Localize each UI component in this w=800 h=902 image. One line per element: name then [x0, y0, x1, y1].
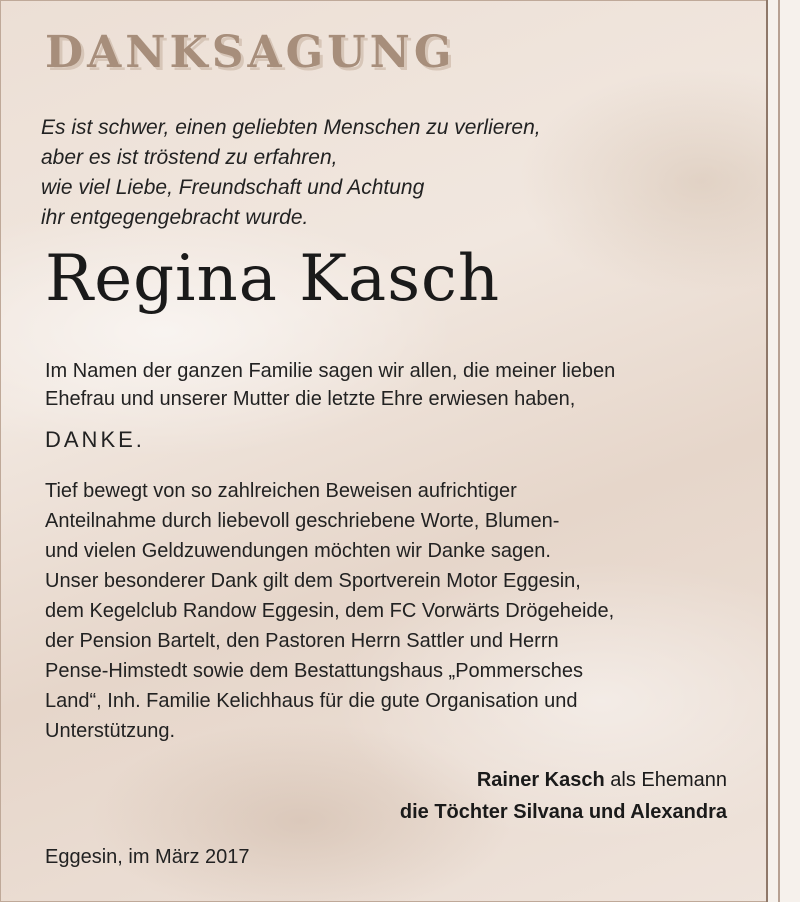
- page-edge-divider: [766, 0, 800, 902]
- signature-daughters: [400, 796, 727, 828]
- quote-block: [41, 113, 541, 233]
- husband-name: Rainer Kasch: [476, 769, 605, 791]
- body-line: der Pension Bartelt, den Pastoren Herrn Sattler und Herrn: [45, 630, 559, 652]
- danke-text: DANKE.: [45, 427, 145, 452]
- signature-block: [400, 764, 727, 828]
- body-line: Unser besonderer Dank gilt dem Sportverein Motor Eggesin,: [45, 570, 581, 592]
- body-line: Tief bewegt von so zahlreichen Beweisen aufrichtiger: [45, 480, 517, 502]
- body-line: Land“, Inh. Familie Kelichhaus für die gute Organisation und: [45, 690, 578, 712]
- quote-line: aber es ist tröstend zu erfahren,: [41, 146, 338, 169]
- quote-line: ihr entgegengebracht wurde.: [41, 206, 309, 229]
- intro-text: [45, 357, 615, 413]
- husband-role: als Ehemann: [604, 769, 727, 791]
- body-line: Unterstützung.: [45, 720, 176, 742]
- body-line: dem Kegelclub Randow Eggesin, dem FC Vorwärts Drögeheide,: [45, 600, 615, 622]
- page-title: DANKSAGUNG: [45, 27, 456, 78]
- body-line: Pense-Himstedt sowie dem Bestattungshaus „Pommersches: [45, 660, 584, 682]
- body-line: Anteilnahme durch liebevoll geschriebene Worte, Blumen-: [45, 510, 560, 532]
- signature-husband: [400, 764, 727, 796]
- intro-line: Ehefrau und unserer Mutter die letzte Ehre erwiesen haben,: [45, 388, 576, 410]
- quote-line: wie viel Liebe, Freundschaft und Achtung: [41, 176, 425, 199]
- daughters-names: die Töchter Silvana und Alexandra: [399, 801, 727, 823]
- body-text: [45, 476, 614, 746]
- place-date: Eggesin, im März 2017: [45, 846, 250, 868]
- quote-line: Es ist schwer, einen geliebten Menschen zu verlieren,: [41, 116, 541, 139]
- deceased-name: Regina Kasch: [45, 242, 501, 316]
- body-line: und vielen Geldzuwendungen möchten wir Danke sagen.: [45, 540, 551, 562]
- intro-line: Im Namen der ganzen Familie sagen wir allen, die meiner lieben: [45, 360, 616, 382]
